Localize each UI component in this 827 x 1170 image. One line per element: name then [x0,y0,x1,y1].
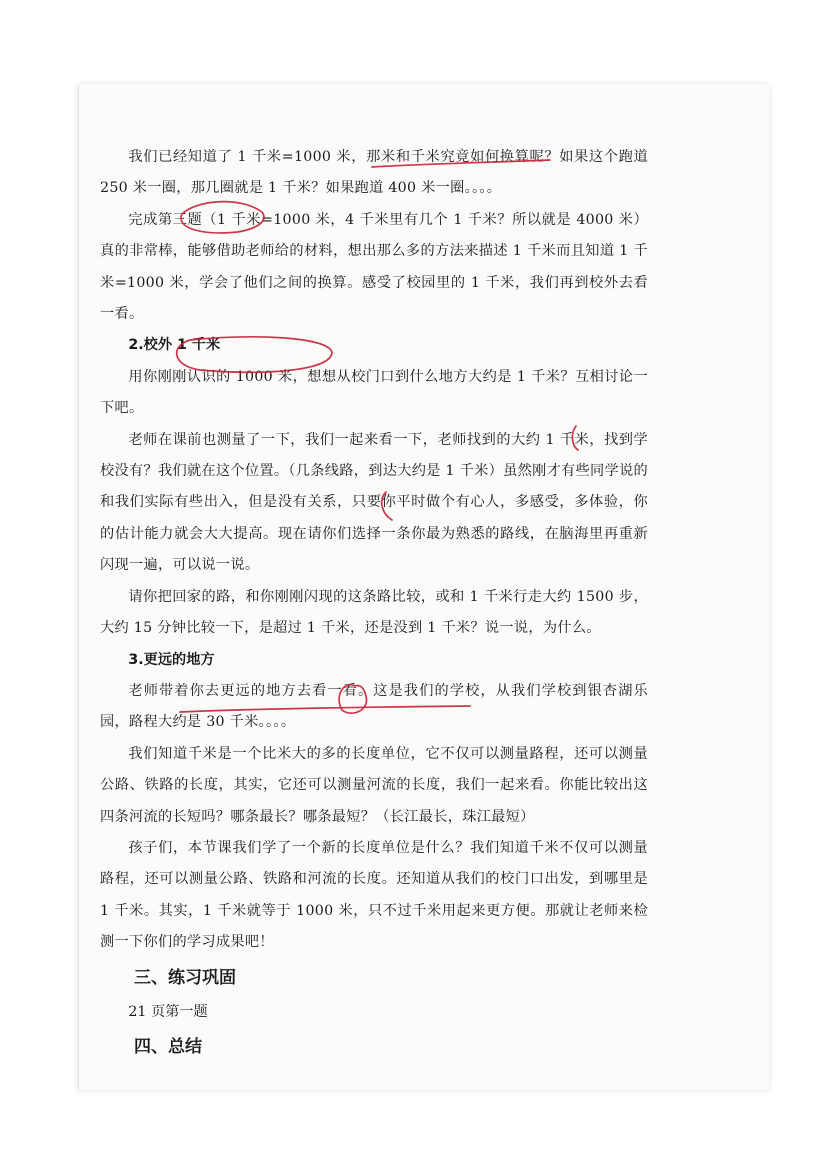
paragraph-farther-trip: 老师带着你去更远的地方去看一看。这是我们的学校，从我们学校到银杏湖乐园，路程大约是 30 千米。。。。 [100,682,648,731]
section-heading-farther-places: 3.更远的地方 [128,651,215,668]
paragraph-task-three: 完成第三题（1 千米=1000 米，4 千米里有几个 1 千米？所以就是 4000 米）真的非常棒，能够借助老师给的材料，想出那么多的方法来描述 1 千米而且知道 1 千米=1000 米，学会了他们之间的换算。感受了校园里的 1 千米，我们再到校外去看一看。 [100,211,648,323]
paragraph-compare-route: 请你把回家的路，和你刚刚闪现的这条路比较，或和 1 千米行走大约 1500 步，大约 15 分钟比较一下，是超过 1 千米，还是没到 1 千米？说一说，为什么。 [100,588,648,637]
paragraph-discuss: 用你刚刚认识的 1000 米，想想从校门口到什么地方大约是 1 千米？互相讨论一下吧。 [100,368,648,417]
section-heading-outside-school: 2.校外 1 千米 [128,337,221,354]
paragraph-length-unit: 我们知道千米是一个比米大的多的长度单位，它不仅可以测量路程，还可以测量公路、铁路的长度，其实，它还可以测量河流的长度，我们一起来看。你能比较出这四条河流的长短吗？哪条最长？哪条最短？（长江最长，珠江最短） [100,745,648,825]
heading-practice: 三、练习巩固 [134,967,236,988]
document-body [100,142,648,1066]
paragraph-conversion-intro: 我们已经知道了 1 千米=1000 米，那米和千米究竟如何换算呢？如果这个跑道 250 米一圈，那几圈就是 1 千米？如果跑道 400 米一圈。。。。 [100,149,648,197]
paragraph-lesson-recap: 孩子们，本节课我们学了一个新的长度单位是什么？我们知道千米不仅可以测量路程，还可以测量公路、铁路和河流的长度。还知道从我们的校门口出发，到哪里是 1 千米。其实，1 千米就等于 1000 米，只不过千米用起来更方便。那就让老师来检测一下你们的学习成果吧！ [100,839,648,951]
paragraph-teacher-measured: 老师在课前也测量了一下，我们一起来看一下，老师找到的大约 1 千米，找到学校没有？我们就在这个位置。（几条线路，到达大约是 1 千米）虽然刚才有些同学说的和我们实际有些出入，但是没有关系，只要你平时做个有心人，多感受，多体验，你的估计能力就会大大提高。现在请你们选择一条你最为熟悉的路线，在脑海里再重新闪现一遍，可以说一说。 [100,431,648,574]
heading-summary: 四、总结 [134,1036,202,1057]
practice-item: 21 页第一题 [128,1003,208,1020]
